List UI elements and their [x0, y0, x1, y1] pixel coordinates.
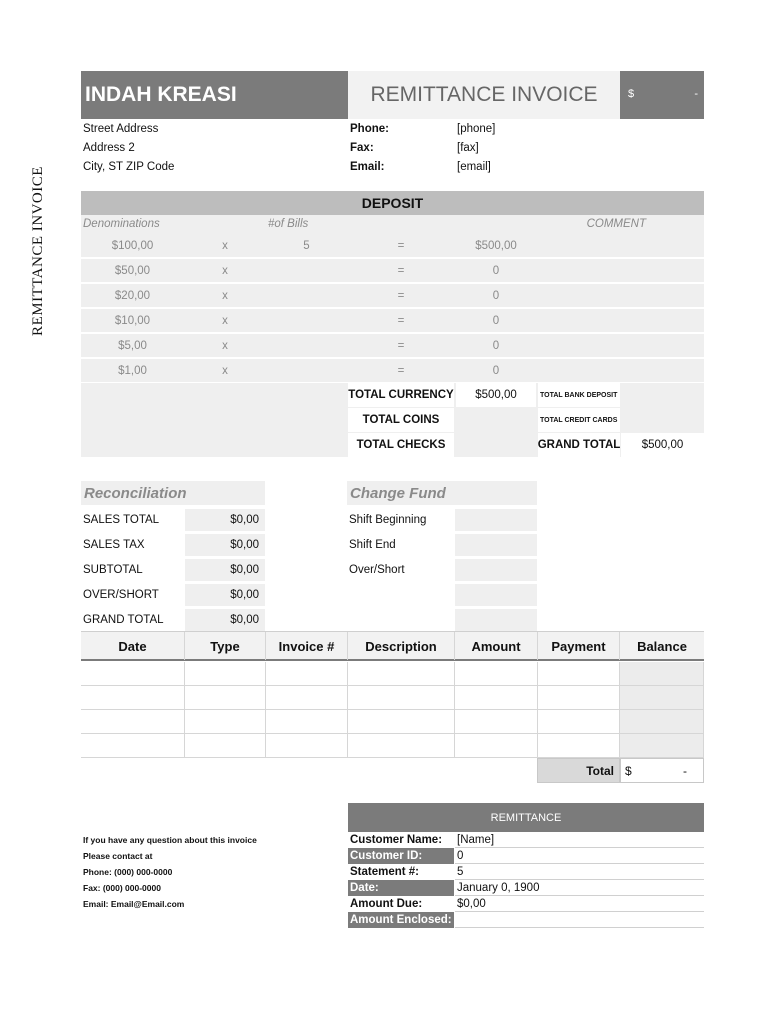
table-cell[interactable] [185, 710, 266, 734]
remittance-label: Customer Name: [350, 834, 443, 846]
change-fund-value[interactable] [455, 534, 537, 556]
table-cell[interactable] [185, 662, 266, 686]
table-cell[interactable] [620, 734, 704, 758]
bills-header: #of Bills [268, 218, 309, 230]
total-bank-deposit-label: TOTAL BANK DEPOSIT [538, 383, 620, 407]
table-cell[interactable] [81, 734, 185, 758]
table-cell[interactable] [620, 662, 704, 686]
fax-label: Fax: [350, 142, 374, 154]
deposit-row-total: 0 [455, 359, 537, 382]
remittance-value[interactable] [455, 912, 704, 928]
deposit-row-x: x [185, 259, 265, 282]
deposit-row-denom: $1,00 [81, 359, 184, 382]
remittance-value[interactable]: 5 [455, 864, 704, 880]
deposit-row-comment[interactable] [538, 309, 704, 332]
deposit-row-comment[interactable] [538, 284, 704, 307]
table-cell[interactable] [348, 710, 455, 734]
deposit-row-x: x [185, 309, 265, 332]
table-cell[interactable] [620, 710, 704, 734]
remittance-value[interactable]: [Name] [455, 832, 704, 848]
phone-label: Phone: [350, 123, 389, 135]
footer-phone: Phone: (000) 000-0000 [83, 867, 173, 877]
reconciliation-label: OVER/SHORT [83, 589, 159, 601]
fax-value[interactable]: [fax] [457, 142, 479, 154]
table-header-invoice: Invoice # [266, 632, 348, 660]
deposit-row-denom: $100,00 [81, 234, 184, 257]
deposit-row-eq: = [348, 359, 454, 382]
deposit-row-eq: = [348, 259, 454, 282]
footer-contact-at: Please contact at [83, 851, 153, 861]
total-credit-cards-value[interactable] [621, 408, 704, 432]
change-fund-value[interactable] [455, 509, 537, 531]
deposit-row-eq: = [348, 334, 454, 357]
deposit-row-denom: $20,00 [81, 284, 184, 307]
table-cell[interactable] [455, 710, 538, 734]
table-cell[interactable] [538, 686, 620, 710]
reconciliation-value[interactable]: $0,00 [185, 534, 265, 556]
table-cell[interactable] [266, 710, 348, 734]
table-cell[interactable] [266, 734, 348, 758]
table-total-value-cell [620, 758, 704, 783]
remittance-value[interactable]: January 0, 1900 [455, 880, 704, 896]
change-fund-label: Over/Short [349, 564, 405, 576]
remittance-label: Date: [348, 880, 454, 896]
table-cell[interactable] [348, 662, 455, 686]
phone-value[interactable]: [phone] [457, 123, 496, 135]
deposit-row-total: 0 [455, 309, 537, 332]
email-value[interactable]: [email] [457, 161, 491, 173]
city-state-zip: City, ST ZIP Code [83, 161, 175, 173]
deposit-row-x: x [185, 234, 265, 257]
deposit-row-count[interactable] [266, 309, 347, 332]
grand-total-value: $500,00 [621, 433, 704, 457]
deposit-row-x: x [185, 359, 265, 382]
change-fund-label: Shift Beginning [349, 514, 427, 526]
deposit-row-comment[interactable] [538, 359, 704, 382]
deposit-row-total: $500,00 [455, 234, 537, 257]
total-currency-value: $500,00 [456, 383, 536, 407]
table-total-value: - [683, 764, 687, 778]
total-checks-label: TOTAL CHECKS [348, 433, 454, 457]
deposit-title: DEPOSIT [81, 191, 704, 215]
deposit-row-comment[interactable] [538, 334, 704, 357]
invoice-title: REMITTANCE INVOICE [348, 71, 620, 119]
table-cell[interactable] [620, 686, 704, 710]
remittance-value[interactable]: 0 [455, 848, 704, 864]
table-header-type: Type [185, 632, 266, 660]
table-cell[interactable] [348, 686, 455, 710]
table-cell[interactable] [185, 734, 266, 758]
table-header-date: Date [81, 632, 185, 660]
deposit-row-count[interactable] [266, 359, 347, 382]
header-amount [620, 71, 704, 119]
reconciliation-title: Reconciliation [81, 481, 265, 505]
side-title: REMITTANCE INVOICE [30, 166, 46, 336]
deposit-row-count[interactable] [266, 284, 347, 307]
header-amount-value: - [694, 88, 698, 100]
comment-header: COMMENT [586, 218, 646, 230]
footer-question: If you have any question about this invoice [83, 835, 257, 845]
email-label: Email: [350, 161, 385, 173]
address-line-2: Address 2 [83, 142, 135, 154]
deposit-row-x: x [185, 284, 265, 307]
remittance-label: Statement #: [350, 866, 420, 878]
table-cell[interactable] [266, 662, 348, 686]
table-header-amount: Amount [455, 632, 538, 660]
remittance-title: REMITTANCE [348, 803, 704, 832]
deposit-row-count[interactable]: 5 [266, 234, 347, 257]
deposit-row-denom: $5,00 [81, 334, 184, 357]
deposit-row-denom: $50,00 [81, 259, 184, 282]
change-fund-value[interactable] [455, 559, 537, 581]
reconciliation-value[interactable]: $0,00 [185, 584, 265, 606]
deposit-row-eq: = [348, 284, 454, 307]
total-credit-cards-label: TOTAL CREDIT CARDS [538, 408, 620, 432]
reconciliation-value[interactable]: $0,00 [185, 559, 265, 581]
change-fund-label: Shift End [349, 539, 396, 551]
footer-email: Email: Email@Email.com [83, 899, 185, 909]
deposit-row-denom: $10,00 [81, 309, 184, 332]
change-fund-title: Change Fund [347, 481, 537, 505]
deposit-row-total: 0 [455, 284, 537, 307]
table-cell[interactable] [81, 686, 185, 710]
deposit-row-total: 0 [455, 259, 537, 282]
reconciliation-label: SALES TAX [83, 539, 145, 551]
deposit-row-count[interactable] [266, 334, 347, 357]
company-name: INDAH KREASI [81, 71, 348, 119]
table-cell[interactable] [455, 662, 538, 686]
table-total-label: Total [586, 763, 614, 778]
remittance-label: Customer ID: [348, 848, 454, 864]
table-cell[interactable] [455, 734, 538, 758]
table-cell[interactable] [266, 686, 348, 710]
table-cell[interactable] [81, 710, 185, 734]
change-fund-value[interactable] [455, 609, 537, 631]
deposit-row-comment[interactable] [538, 259, 704, 282]
street-address: Street Address [83, 123, 159, 135]
table-cell[interactable] [185, 686, 266, 710]
deposit-row-comment[interactable] [538, 234, 704, 257]
remittance-label: Amount Enclosed: [348, 912, 454, 928]
table-total-symbol: $ [625, 764, 632, 778]
deposit-row-eq: = [348, 234, 454, 257]
table-cell[interactable] [538, 662, 620, 686]
table-header-balance: Balance [637, 638, 687, 654]
deposit-row-eq: = [348, 309, 454, 332]
footer-fax: Fax: (000) 000-0000 [83, 883, 161, 893]
table-cell[interactable] [455, 686, 538, 710]
grand-total-label: GRAND TOTAL [538, 433, 620, 457]
table-header-payment: Payment [538, 632, 620, 660]
reconciliation-label: SALES TOTAL [83, 514, 160, 526]
reconciliation-label: SUBTOTAL [83, 564, 143, 576]
remittance-label: Amount Due: [350, 898, 423, 910]
remittance-value[interactable]: $0,00 [455, 896, 704, 912]
reconciliation-value[interactable]: $0,00 [185, 609, 265, 631]
header-amount-symbol: $ [628, 88, 635, 100]
reconciliation-value[interactable]: $0,00 [185, 509, 265, 531]
total-bank-deposit-value[interactable] [621, 383, 704, 407]
total-coins-label: TOTAL COINS [348, 408, 454, 432]
denominations-header: Denominations [83, 218, 160, 230]
deposit-row-x: x [185, 334, 265, 357]
deposit-row-total: 0 [455, 334, 537, 357]
change-fund-value[interactable] [455, 584, 537, 606]
deposit-row-count[interactable] [266, 259, 347, 282]
table-header-description: Description [348, 632, 455, 660]
table-cell[interactable] [81, 662, 185, 686]
reconciliation-label: GRAND TOTAL [83, 614, 164, 626]
table-cell[interactable] [538, 710, 620, 734]
total-coins-value[interactable] [456, 408, 536, 432]
table-cell[interactable] [538, 734, 620, 758]
total-currency-label: TOTAL CURRENCY [348, 383, 454, 407]
table-cell[interactable] [348, 734, 455, 758]
total-checks-value[interactable] [456, 433, 536, 457]
